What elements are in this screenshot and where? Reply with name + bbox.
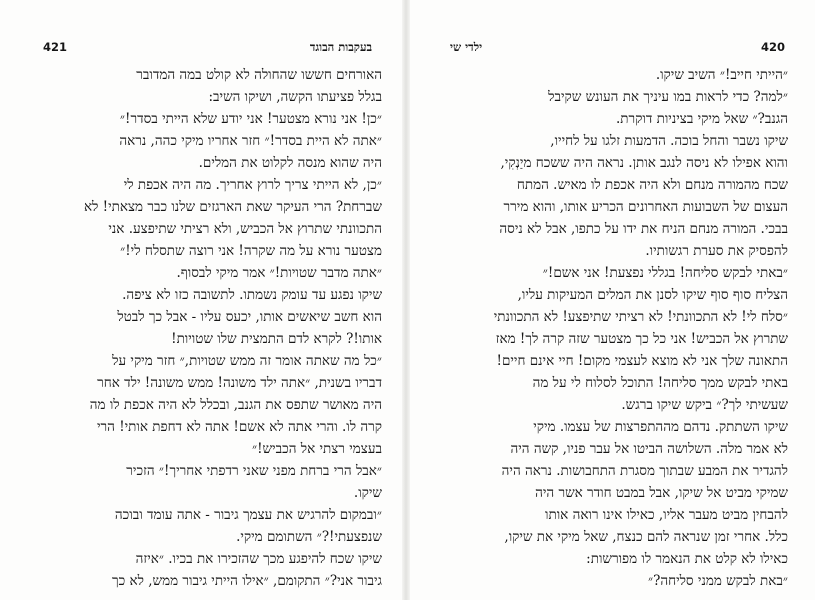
page-text <box>448 64 788 592</box>
text-line: להפסיק את סערת רגשותיו. <box>645 243 788 259</box>
text-line: ״כן, לא הייתי צריך לרוץ אחריך. מה היה אכפת לי <box>123 177 382 193</box>
text-line: שעשיתי לך?״ ביקש שיקו ברגש. <box>621 397 788 413</box>
text-line: ״כל מה שאתה אומר זה ממש שטויות,״ חזר מיקי על <box>112 353 382 369</box>
running-title: ילדי שי <box>450 40 483 54</box>
text-line: שכח מהמורה מנחם ולא היה אכפת לו מאיש. המתח <box>516 177 788 193</box>
text-line: ״למה? כדי לראות במו עיניך את העונש שקיבל <box>548 89 788 105</box>
text-line: בגלל פציעתו הקשה, ושיקו השיב: <box>208 89 382 105</box>
left-page <box>0 0 402 600</box>
text-line: האורחים חששו שהחולה לא קולט במה המדובר <box>136 67 382 83</box>
text-line: הוא חשב שיאשים אותו, יכעס עליו - אבל כך לבטל <box>117 309 382 325</box>
text-line: ״באתי לבקש סליחה! בגללי נפצעת! אני אשם!״ <box>542 265 788 281</box>
text-line: התאונה שלך אני לא מוצא לעצמי מקום! חיי אינם חיים! <box>496 353 788 369</box>
book-gutter <box>402 0 410 600</box>
text-line: להבחין מביט מעבר אליו, כאילו אינו רואה אותו <box>545 507 788 523</box>
text-line: כלל. אחרי זמן שנראה להם כנצח, שאל מיקי את שיקו, <box>504 529 788 545</box>
page-number: 420 <box>760 40 785 54</box>
page-number: 421 <box>43 40 68 54</box>
text-line: שנפצעתי!?״ השתומם מיקי. <box>236 529 382 545</box>
text-line: קרה לו. והרי אתה לא אשם! אתה לא דחפת אותי! הרי <box>96 419 382 435</box>
page-text <box>30 64 382 592</box>
text-line: התכוונתי שתרוץ אל הכביש, ולא רציתי שתיפצע. אני <box>108 221 382 237</box>
text-line: הגנב?״ שאל מיקי בציניות דוקרת. <box>616 111 788 127</box>
text-line: באתי לבקש ממך סליחה! התוכל לסלוח לי על מה <box>532 375 788 391</box>
text-line: ״אבל הרי ברחת מפני שאני רדפתי אחריך!״ הזכיר <box>126 463 382 479</box>
text-line: אותו!? לקרא לדם התמצית שלו שטויות! <box>171 331 382 347</box>
right-page <box>410 0 815 600</box>
text-line: שמיקי מביט אל שיקו, אבל במבט חודר אשר היה <box>535 485 788 501</box>
text-line: שיקו השתתק. נדהם מההתפרצות של עצמו. מיקי <box>533 419 788 435</box>
text-line: והוא אפילו לא ניסה לנגב אותן. נראה היה ששכח מיַנְקִי, <box>500 155 788 171</box>
text-line: דבריו בשנית, ״אתה ילד משונה! ממש משונה! ילד אחר <box>97 375 382 391</box>
text-line: מצטער נורא על מה שקרה! אני רוצה שתסלח לי!״ <box>120 243 382 259</box>
text-line: בעצמי רצתי אל הכביש!״ <box>251 441 382 457</box>
text-line: להגדיר את המבע שבתוך מסגרת התחבושות. נראה היה <box>501 463 788 479</box>
text-line: ״באת לבקש ממני סליחה?״ <box>647 573 788 589</box>
text-line: העצום של השבועות האחרונים הכריע אותו, והוא מירר <box>503 199 788 215</box>
text-line: הצליח סוף סוף שיקו לסנן את המלים המעיקות עליו, <box>517 287 788 303</box>
text-line: ״ובמקום להרגיש את עצמך גיבור - אתה עומד ובוכה <box>114 507 382 523</box>
text-line: שיקו נפגע עד עומק נשמתו. לתשובה כזו לא ציפה. <box>122 287 382 303</box>
text-line: ״אתה מדבר שטויות!״ אמר מיקי לבסוף. <box>176 265 382 281</box>
text-line: ״אתה לא היית בסדר!״ חזר אחריו מיקי כהה, נראה <box>119 133 382 149</box>
running-title: בעקבות הבוגד <box>309 40 372 54</box>
text-line: היה שהוא מנסה לקלוט את המלים. <box>198 155 382 171</box>
text-line: ״סלח לי! לא התכוונתי! לא רציתי שתיפצע! לא התכוונתי <box>493 309 788 325</box>
text-line: בבכי. המורה מנחם הניח את ידו על כתפו, אבל לא ניסה <box>499 221 788 237</box>
text-line: כאילו לא קלט את הנאמר לו מפורשות: <box>586 551 788 567</box>
text-line: שיקו שכח להיפגע מכך שהזכירו את בכיו. ״איזה <box>135 551 382 567</box>
text-line: שיקו נשבר והחל בוכה. הדמעות זלגו על לחייו, <box>550 133 788 149</box>
text-line: שתרוץ אל הכביש! אני כל כך מצטער שזה קרה לך! מאז <box>495 331 788 347</box>
text-line: ״כן! אני נורא מצטער! אני יודע שלא הייתי בסדר!״ <box>119 111 382 127</box>
text-line: שיקו. <box>353 485 382 501</box>
text-line: ״הייתי חייב!״ השיב שיקו. <box>655 67 788 83</box>
text-line: גיבור אני?״ התקומם, ״אילו הייתי גיבור ממש, לא כך <box>112 573 382 589</box>
text-line: היה מאושר שתפס את הגנב, ובכלל לא היה אכפת לו מה <box>89 397 382 413</box>
text-line: שברחת? הרי העיקר שאת הארגזים שלנו כבר מצאתי! לא <box>83 199 382 215</box>
text-line: לא אמר מלה. השלושה הביטו אל עבר פניו, קשה היה <box>510 441 788 457</box>
